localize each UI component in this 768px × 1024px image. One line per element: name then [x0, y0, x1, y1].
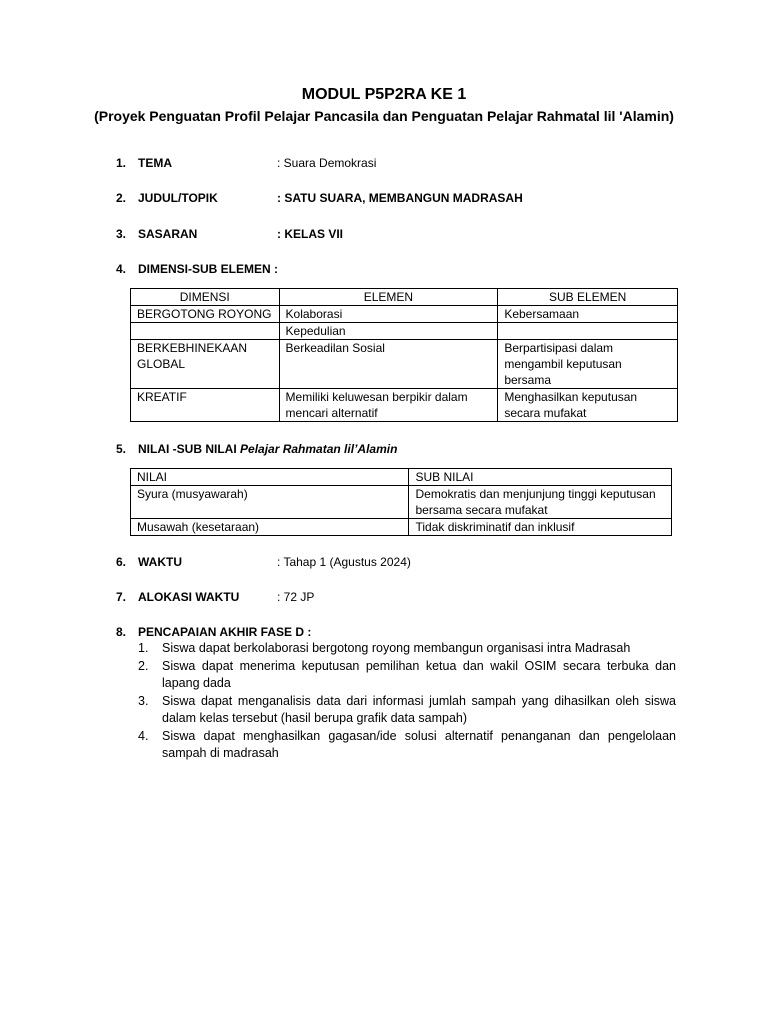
- table-cell: Menghasilkan keputusan secara mufakat: [498, 389, 678, 422]
- section-alokasi-waktu: [116, 590, 315, 604]
- section-label-italic: Pelajar Rahmatan lil’Alamin: [240, 442, 398, 456]
- list-item-text: Siswa dapat menganalisis data dari informasi jumlah sampah yang dihasilkan oleh siswa dalam kelas tersebut (hasil berupa grafik data sampah): [162, 694, 676, 725]
- section-value: : Suara Demokrasi: [277, 156, 377, 170]
- document-subtitle: (Proyek Penguatan Profil Pelajar Pancasila dan Penguatan Pelajar Rahmatal lil 'Alamin): [94, 108, 674, 124]
- dimensi-table: [130, 288, 678, 422]
- section-label-wrap: [138, 442, 397, 456]
- section-label: ALOKASI WAKTU: [138, 590, 240, 604]
- section-waktu: [116, 555, 411, 569]
- table-header-row: [131, 469, 672, 486]
- table-cell: Syura (musyawarah): [131, 486, 409, 519]
- section-label: NILAI -SUB NILAI: [138, 442, 237, 456]
- table-cell: KREATIF: [131, 389, 280, 422]
- list-item-text: Siswa dapat menerima keputusan pemilihan ketua dan wakil OSIM secara terbuka dan lapang dada: [162, 659, 676, 690]
- section-number: 6.: [116, 555, 127, 569]
- list-item: [138, 728, 676, 762]
- nilai-table: [130, 468, 672, 536]
- section-label: TEMA: [138, 156, 172, 170]
- table-header-cell: SUB NILAI: [409, 469, 672, 486]
- table-row: [131, 519, 672, 536]
- list-item-text: Siswa dapat menghasilkan gagasan/ide solusi alternatif penanganan dan pengelolaan sampah di madrasah: [162, 729, 676, 760]
- table-cell: Berkeadilan Sosial: [279, 340, 498, 389]
- table-header-cell: DIMENSI: [131, 289, 280, 306]
- table-header-cell: ELEMEN: [279, 289, 498, 306]
- list-item-text: Siswa dapat berkolaborasi bergotong royong membangun organisasi intra Madrasah: [162, 641, 631, 655]
- table-cell: Musawah (kesetaraan): [131, 519, 409, 536]
- table-cell: Tidak diskriminatif dan inklusif: [409, 519, 672, 536]
- table-cell: Berpartisipasi dalam mengambil keputusan bersama: [498, 340, 678, 389]
- table-cell: Demokratis dan menjunjung tinggi keputusan bersama secara mufakat: [409, 486, 672, 519]
- section-label: SASARAN: [138, 227, 198, 241]
- section-nilai: [116, 442, 398, 456]
- section-value: : Tahap 1 (Agustus 2024): [277, 555, 411, 569]
- section-label: JUDUL/TOPIK: [138, 191, 218, 205]
- section-sasaran: [116, 227, 344, 241]
- section-label: DIMENSI-SUB ELEMEN :: [138, 262, 279, 276]
- list-item-number: 4.: [138, 729, 149, 743]
- list-item-number: 1.: [138, 641, 149, 655]
- table-cell: [498, 323, 678, 340]
- table-row: [131, 323, 678, 340]
- table-cell: Memiliki keluwesan berpikir dalam mencari alternatif: [279, 389, 498, 422]
- table-cell: Kebersamaan: [498, 306, 678, 323]
- table-cell: BERGOTONG ROYONG: [131, 306, 280, 323]
- table-header-cell: SUB ELEMEN: [498, 289, 678, 306]
- section-value: : 72 JP: [277, 590, 315, 604]
- list-item: [138, 658, 676, 692]
- table-row: [131, 486, 672, 519]
- table-row: [131, 340, 678, 389]
- section-number: 4.: [116, 262, 127, 276]
- section-number: 1.: [116, 156, 127, 170]
- document-title: MODUL P5P2RA KE 1: [301, 86, 467, 103]
- section-value: : KELAS VII: [277, 227, 344, 241]
- table-row: [131, 306, 678, 323]
- table-cell: Kepedulian: [279, 323, 498, 340]
- section-tema: [116, 156, 377, 170]
- section-pencapaian: [116, 625, 312, 639]
- achievement-list: [138, 640, 676, 763]
- table-cell: Kolaborasi: [279, 306, 498, 323]
- list-item-number: 2.: [138, 659, 149, 673]
- section-number: 8.: [116, 625, 127, 639]
- section-dimensi: [116, 262, 279, 276]
- section-label: PENCAPAIAN AKHIR FASE D :: [138, 625, 312, 639]
- table-row: [131, 389, 678, 422]
- table-header-cell: NILAI: [131, 469, 409, 486]
- list-item-number: 3.: [138, 694, 149, 708]
- section-label: WAKTU: [138, 555, 182, 569]
- table-cell: [131, 323, 280, 340]
- section-judul: [116, 191, 523, 205]
- section-value: : SATU SUARA, MEMBANGUN MADRASAH: [277, 191, 523, 205]
- list-item: [138, 640, 676, 657]
- section-number: 5.: [116, 442, 127, 456]
- section-number: 3.: [116, 227, 127, 241]
- table-header-row: [131, 289, 678, 306]
- table-cell: BERKEBHINEKAAN GLOBAL: [131, 340, 280, 389]
- section-number: 7.: [116, 590, 127, 604]
- list-item: [138, 693, 676, 727]
- section-number: 2.: [116, 191, 127, 205]
